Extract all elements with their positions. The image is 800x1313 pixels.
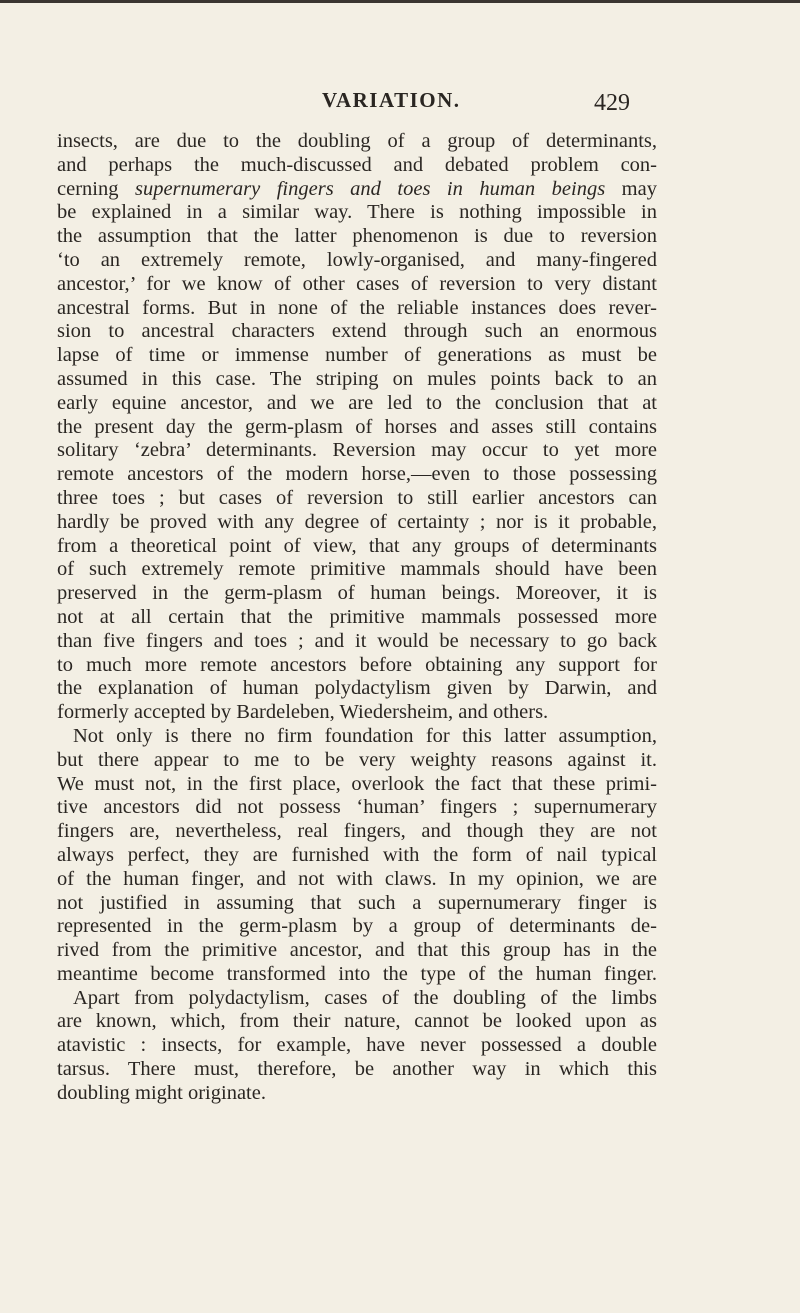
text-line: We must not, in the first place, overlook the fact that these primi- <box>57 772 657 795</box>
text-line: tive ancestors did not possess ‘human’ fingers ; supernumerary <box>57 796 657 819</box>
text-line: meantime become transformed into the type of the human finger. <box>57 962 657 985</box>
text-line: are known, which, from their nature, cannot be looked upon as <box>57 1010 657 1033</box>
text-line: and perhaps the much-discussed and debated problem con- <box>57 153 657 176</box>
italic-phrase: supernumerary fingers and toes in human beings <box>134 177 606 200</box>
text-line: of such extremely remote primitive mammals should have been <box>57 558 657 581</box>
text-line: three toes ; but cases of reversion to still earlier ancestors can <box>57 486 657 509</box>
text-line-with-italic <box>57 178 657 202</box>
text-line: not justified in assuming that such a supernumerary finger is <box>57 891 657 914</box>
body-text <box>57 130 657 1106</box>
text-line: the present day the germ-plasm of horses and asses still contains <box>57 415 657 438</box>
text-line: tarsus. There must, therefore, be another way in which this <box>57 1058 657 1081</box>
text-line: early equine ancestor, and we are led to the conclusion that at <box>57 391 657 414</box>
paragraph-start: Apart from polydactylism, cases of the doubling of the limbs <box>73 986 657 1009</box>
text-line: to much more remote ancestors before obtaining any support for <box>57 653 657 676</box>
running-head <box>0 88 800 118</box>
text-line: but there appear to me to be very weighty reasons against it. <box>57 748 657 771</box>
page-title: VARIATION. <box>322 88 461 112</box>
text-line: hardly be proved with any degree of certainty ; nor is it probable, <box>57 510 657 533</box>
text-line: rived from the primitive ancestor, and that this group has in the <box>57 939 657 962</box>
text-line: from a theoretical point of view, that any groups of determinants <box>57 534 657 557</box>
text-line: ancestral forms. But in none of the reliable instances does rever- <box>57 296 657 319</box>
text-line: preserved in the germ-plasm of human beings. Moreover, it is <box>57 582 657 605</box>
text-fragment: cerning <box>57 177 135 200</box>
page-number: 429 <box>594 90 630 116</box>
text-line: the explanation of human polydactylism given by Darwin, and <box>57 677 657 700</box>
text-fragment: may <box>605 177 657 200</box>
paragraph-start: Not only is there no firm foundation for this latter assumption, <box>73 724 657 747</box>
text-line: doubling might originate. <box>57 1081 266 1104</box>
text-line: than five fingers and toes ; and it would be necessary to go back <box>57 629 657 652</box>
text-line: not at all certain that the primitive mammals possessed more <box>57 605 657 628</box>
text-line: sion to ancestral characters extend through such an enormous <box>57 320 657 343</box>
text-line: atavistic : insects, for example, have never possessed a double <box>57 1034 657 1057</box>
text-line: insects, are due to the doubling of a group of determinants, <box>57 130 657 152</box>
text-line: formerly accepted by Bardeleben, Wiedersheim, and others. <box>57 701 549 724</box>
text-line: represented in the germ-plasm by a group of determinants de- <box>57 915 657 938</box>
text-line: fingers are, nevertheless, real fingers, and though they are not <box>57 820 657 843</box>
text-line: ‘to an extremely remote, lowly-organised, and many-fingered <box>57 248 657 271</box>
text-line: lapse of time or immense number of generations as must be <box>57 344 657 367</box>
text-line: remote ancestors of the modern horse,—even to those possessing <box>57 463 657 486</box>
text-line: solitary ‘zebra’ determinants. Reversion may occur to yet more <box>57 439 657 462</box>
text-line: always perfect, they are furnished with the form of nail typical <box>57 843 657 866</box>
text-line: the assumption that the latter phenomenon is due to reversion <box>57 225 657 248</box>
text-line: of the human finger, and not with claws. In my opinion, we are <box>57 867 657 890</box>
text-line: be explained in a similar way. There is nothing impossible in <box>57 201 657 224</box>
text-line: ancestor,’ for we know of other cases of reversion to very distant <box>57 272 657 295</box>
top-border-rule <box>0 0 800 3</box>
text-line: assumed in this case. The striping on mules points back to an <box>57 367 657 390</box>
